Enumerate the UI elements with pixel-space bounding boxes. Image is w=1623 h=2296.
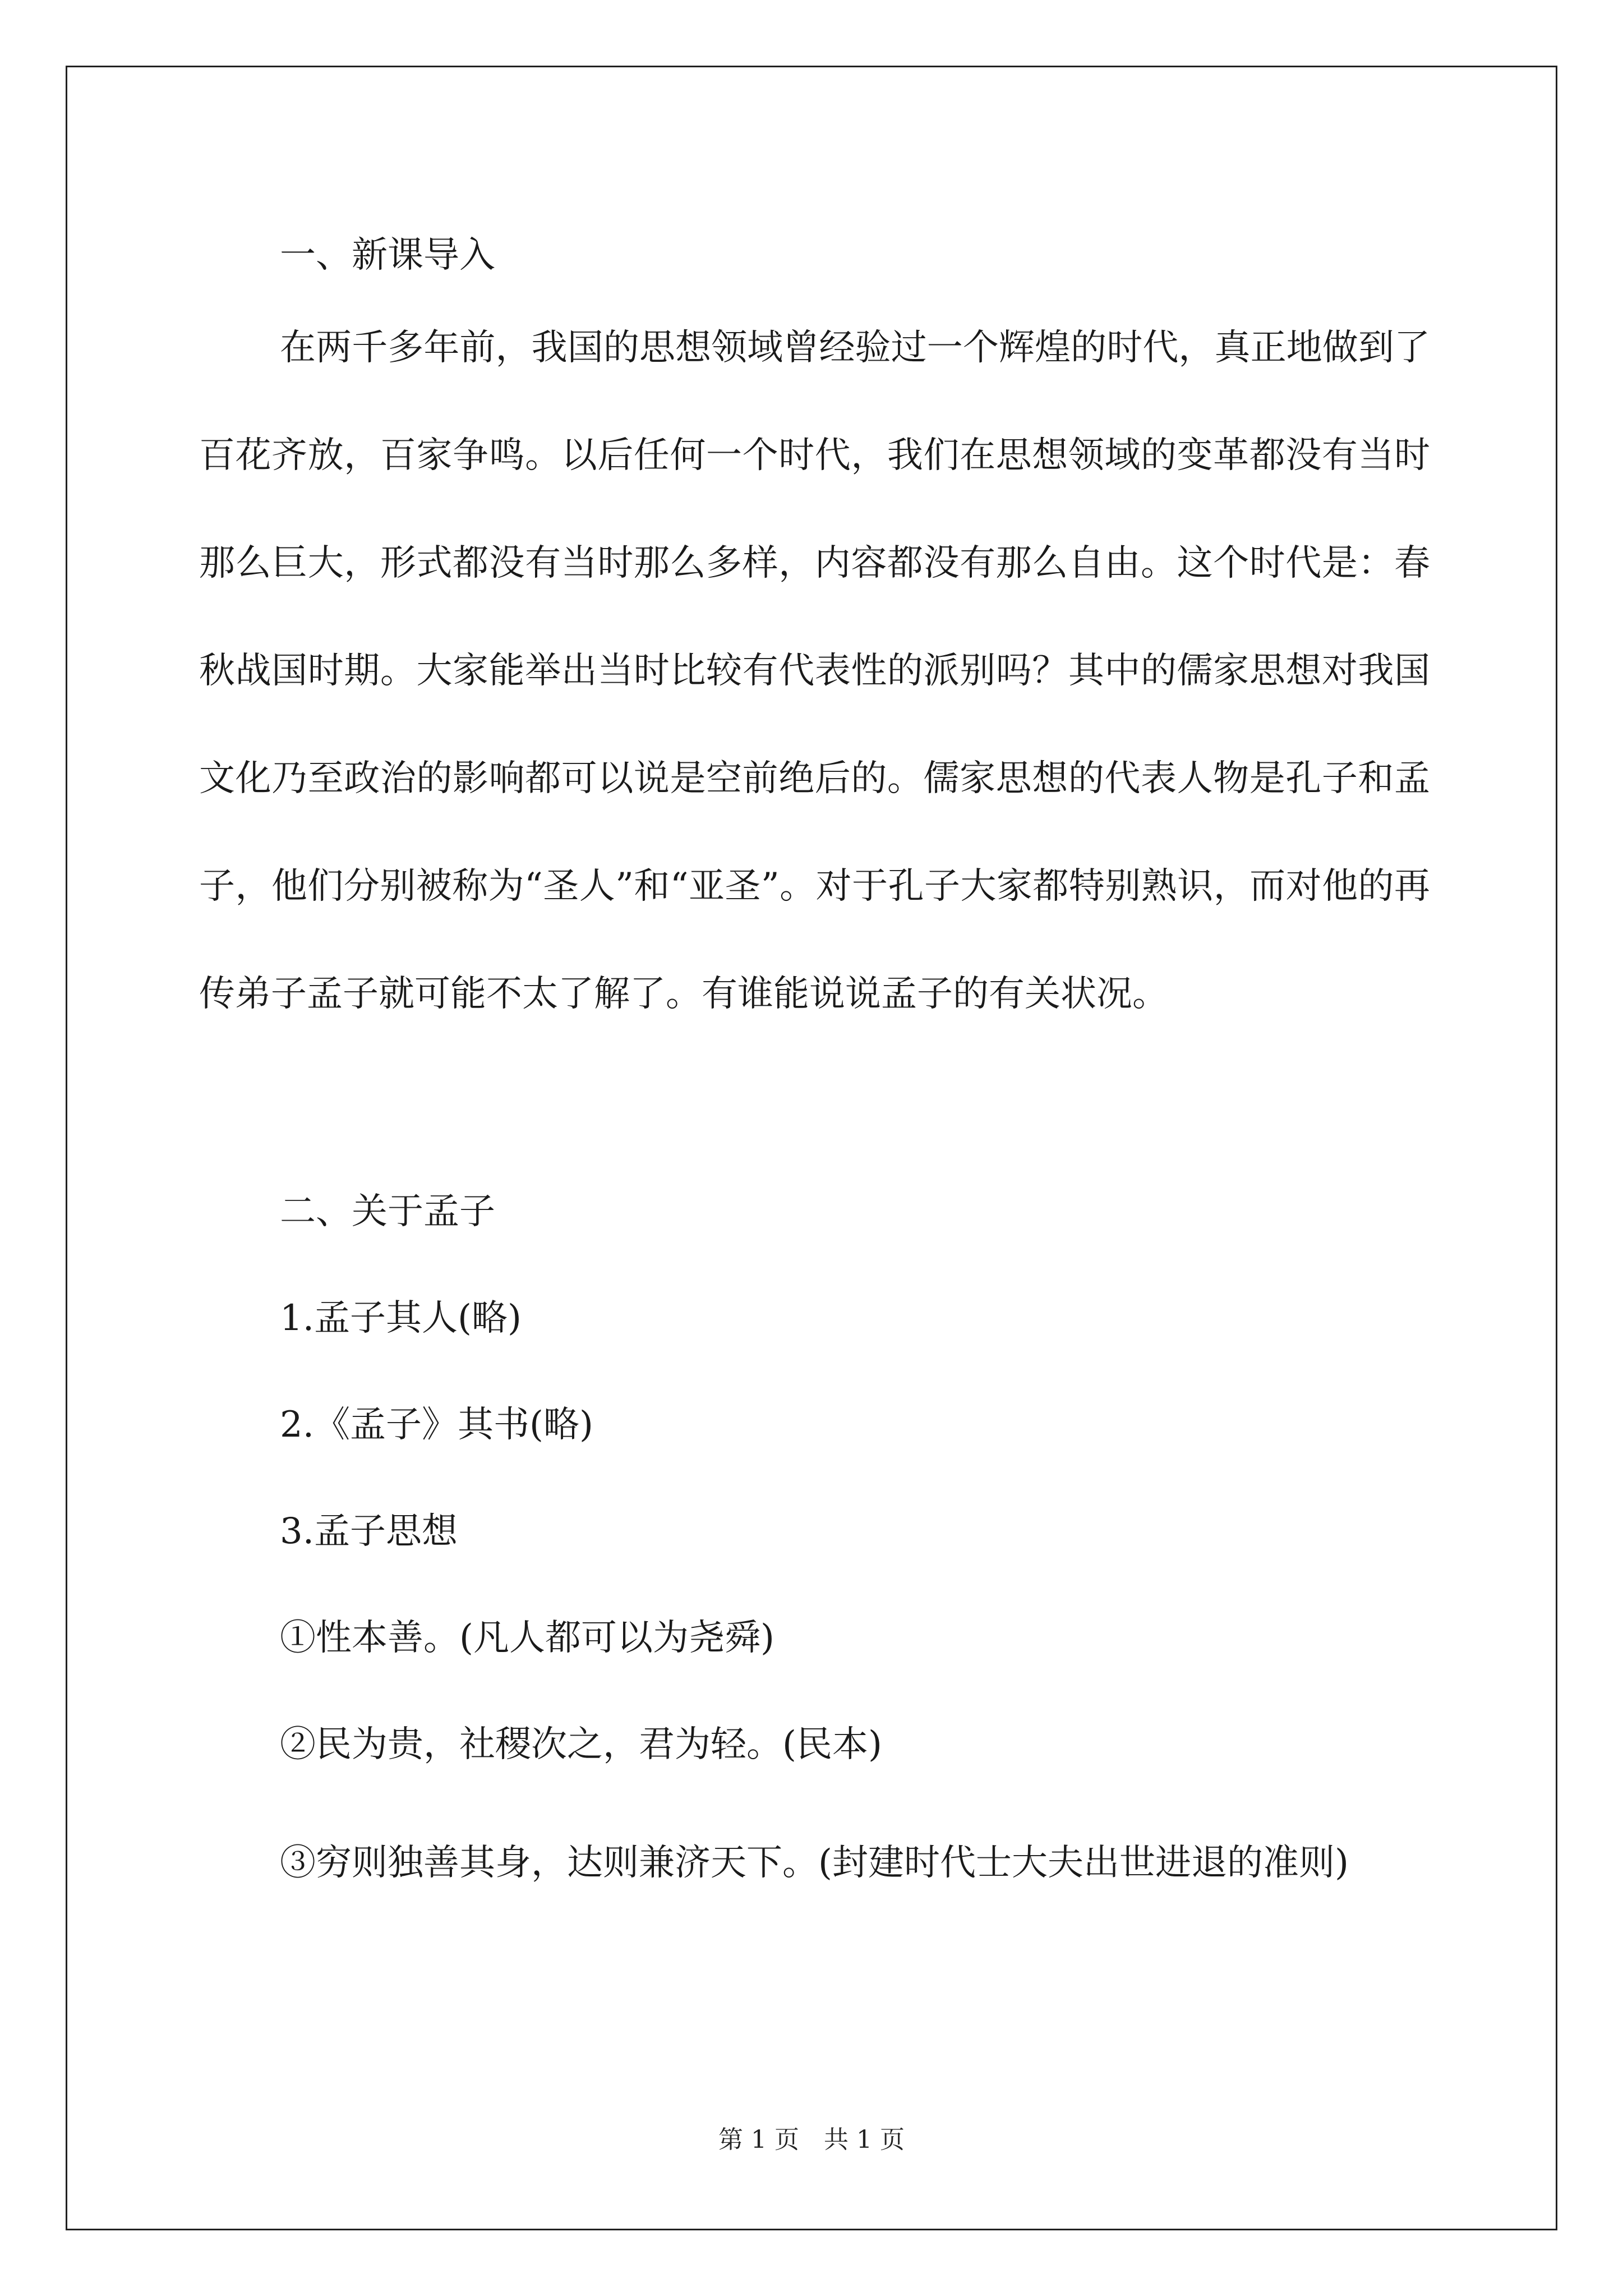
list-item: ②民为贵，社稷次之，君为轻。(民本) <box>280 1724 882 1765</box>
page-number: 第 1 页 共 1 页 <box>718 2125 905 2154</box>
list-item: ③穷则独善其身，达则兼济天下。(封建时代士大夫出世进退的准则) <box>280 1842 1349 1884</box>
section-heading-mencius: 二、关于孟子 <box>280 1191 495 1232</box>
list-item: 2.《孟子》其书(略) <box>280 1404 593 1446</box>
intro-paragraph: 在两千多年前，我国的思想领域曾经验过一个辉煌的时代，真正地做到了百花齐放，百家争鸣。以后任何一个时代，我们在思想领域的变革都没有当时那么巨大，形式都没有当时那么多样，内容都没有那么自由。这个时代是：春秋战国时期。大家能举出当时比较有代表性的派别吗？其中的儒家思想对我国文化乃至政治的影响都可以说是空前绝后的。儒家思想的代表人物是孔子和孟子，他们分别被称为“圣人”和“亚圣”。对于孔子大家都特别熟识，而对他的再传弟子孟子就可能不太了解了。有谁能说说孟子的有关状况。 <box>199 327 1430 1015</box>
list-item: ①性本善。(凡人都可以为尧舜) <box>280 1617 774 1659</box>
list-item: 1.孟子其人(略) <box>280 1297 522 1339</box>
list-item: 3.孟子思想 <box>280 1511 458 1552</box>
section-heading-intro: 一、新课导入 <box>280 234 495 276</box>
